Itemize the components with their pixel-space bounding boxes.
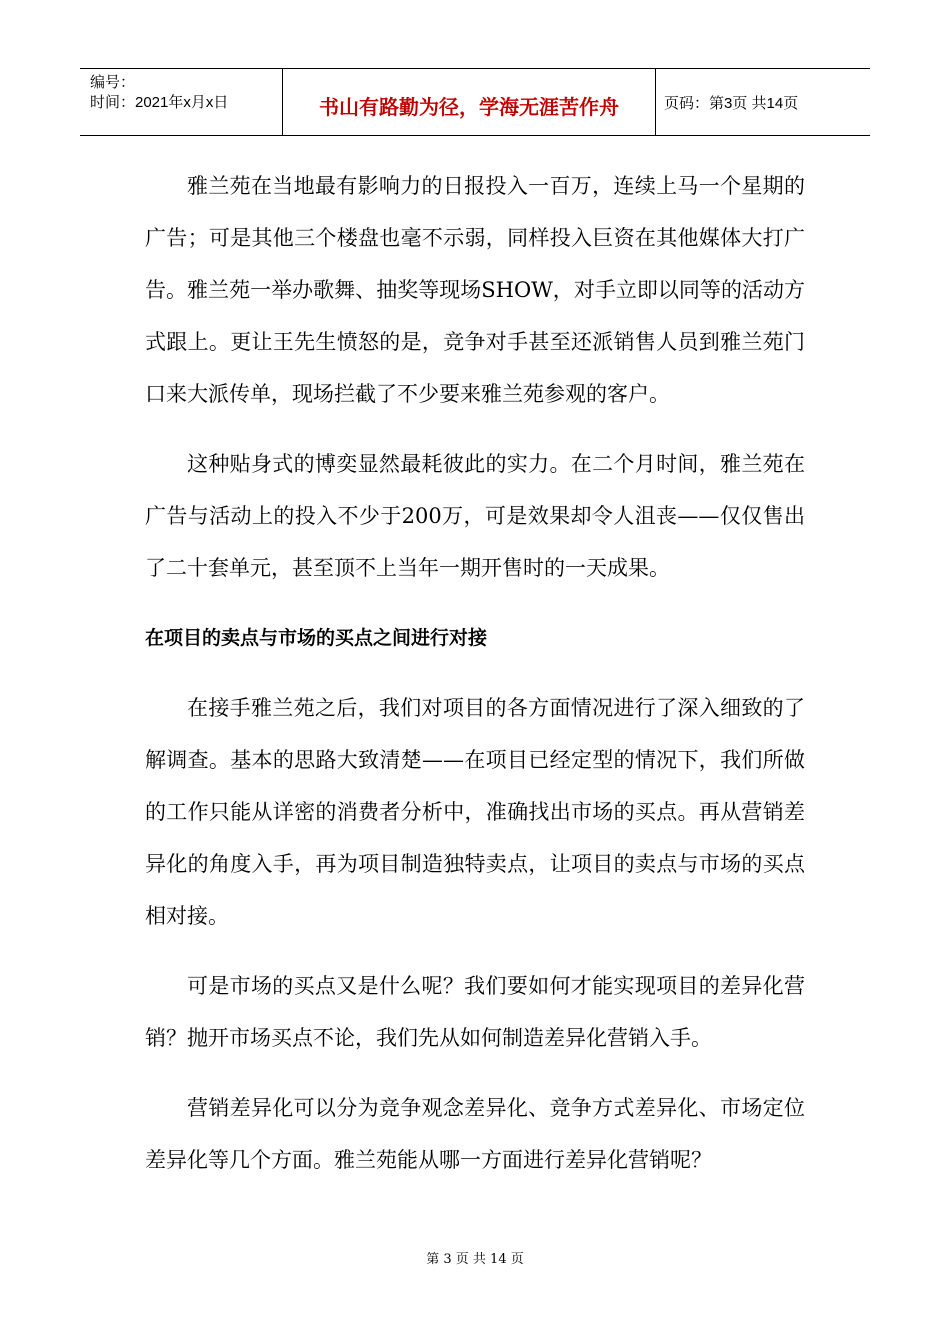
section-heading: 在项目的卖点与市场的买点之间进行对接: [145, 627, 488, 649]
page-footer: 第 3 页 共 14 页: [426, 1252, 524, 1267]
document-header: [80, 68, 870, 136]
paragraph: 营销差异化可以分为竞争观念差异化、竞争方式差异化、市场定位差异化等几个方面。雅兰苑能从哪一方面进行差异化营销呢？: [145, 1096, 805, 1172]
paragraph: 雅兰苑在当地最有影响力的日报投入一百万，连续上马一个星期的广告；可是其他三个楼盘也毫不示弱，同样投入巨资在其他媒体大打广告。雅兰苑一举办歌舞、抽奖等现场SHOW，对手立即以同等的活动方式跟上。更让王先生愤怒的是，竞争对手甚至还派销售人员到雅兰苑门口来大派传单，现场拦截了不少要来雅兰苑参观的客户。: [145, 174, 805, 406]
paragraph: 这种贴身式的博奕显然最耗彼此的实力。在二个月时间，雅兰苑在广告与活动上的投入不少于200万，可是效果却令人沮丧——仅仅售出了二十套单元，甚至顶不上当年一期开售时的一天成果。: [145, 452, 805, 580]
header-motto: 书山有路勤为径，学海无涯苦作舟: [283, 69, 656, 135]
header-page-code: 页码：第3页 共14页: [664, 94, 799, 112]
document-body: [145, 160, 805, 1204]
paragraph: 在接手雅兰苑之后，我们对项目的各方面情况进行了深入细致的了解调查。基本的思路大致清楚——在项目已经定型的情况下，我们所做的工作只能从详密的消费者分析中，准确找出市场的买点。再从营销差异化的角度入手，再为项目制造独特卖点，让项目的卖点与市场的买点相对接。: [145, 696, 805, 928]
paragraph: 可是市场的买点又是什么呢？我们要如何才能实现项目的差异化营销？抛开市场买点不论，我们先从如何制造差异化营销入手。: [145, 974, 805, 1050]
header-meta: [80, 69, 283, 135]
header-number-label: 编号：: [90, 74, 136, 91]
header-date-label: 时间：2021年x月x日: [90, 94, 229, 111]
